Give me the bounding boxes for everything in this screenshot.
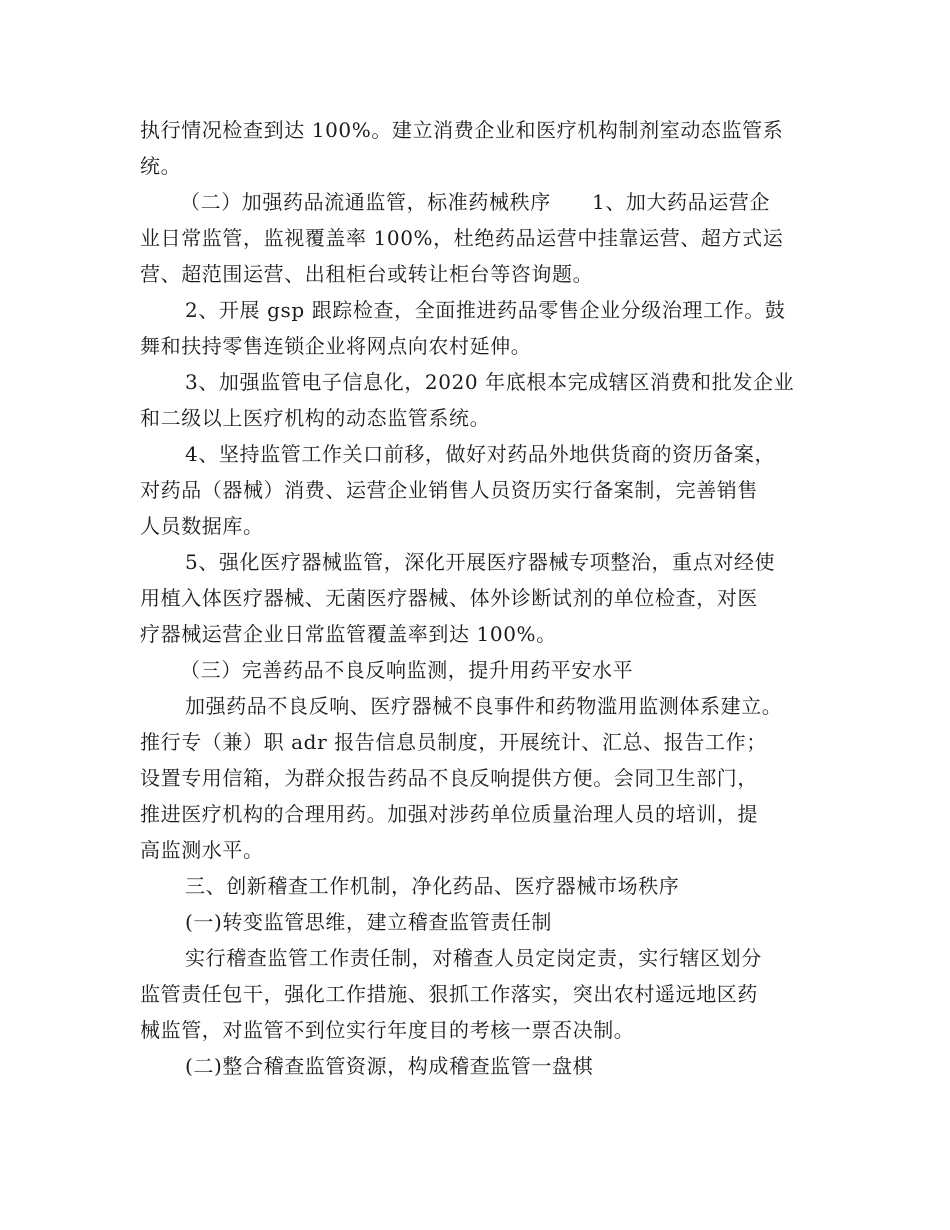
text-line: 推行专（兼）职 adr 报告信息员制度，开展统计、汇总、报告工作； — [140, 730, 767, 754]
text-line: 营、超范围运营、出租柜台或转让柜台等咨询题。 — [140, 262, 594, 286]
text-line: 实行稽查监管工作责任制，对稽查人员定岗定责，实行辖区划分 — [185, 946, 762, 970]
text-line: 加强药品不良反响、医疗器械不良事件和药物滥用监测体系建立。 — [185, 694, 783, 718]
section-heading: 三、创新稽查工作机制，净化药品、医疗器械市场秩序 — [185, 874, 680, 898]
text-line: 执行情况检查到达 100%。建立消费企业和医疗机构制剂室动态监管系 — [140, 118, 784, 142]
text-line: 疗器械运营企业日常监管覆盖率到达 100%。 — [140, 622, 557, 646]
text-line: 和二级以上医疗机构的动态监管系统。 — [140, 406, 491, 430]
section-heading: (二)整合稽查监管资源，构成稽查监管一盘棋 — [185, 1054, 594, 1078]
text-line: 对药品（器械）消费、运营企业销售人员资历实行备案制，完善销售 — [140, 478, 758, 502]
text-line: 推进医疗机构的合理用药。加强对涉药单位质量治理人员的培训，提 — [140, 802, 758, 826]
text-line: 统。 — [140, 154, 182, 178]
text-line: 人员数据库。 — [140, 514, 264, 538]
text-line: 用植入体医疗器械、无菌医疗器械、体外诊断试剂的单位检查，对医 — [140, 586, 758, 610]
section-heading: (一)转变监管思维，建立稽查监管责任制 — [185, 910, 553, 934]
text-line: 业日常监管，监视覆盖率 100%，杜绝药品运营中挂靠运营、超方式运 — [140, 226, 784, 250]
section-heading: （二）加强药品流通监管，标准药械秩序 1、加大药品运营企 — [180, 190, 771, 214]
text-line: 高监测水平。 — [140, 838, 264, 862]
text-line: 4、坚持监管工作关口前移，做好对药品外地供货商的资历备案， — [185, 442, 776, 466]
text-line: 3、加强监管电子信息化，2020 年底根本完成辖区消费和批发企业 — [185, 370, 795, 394]
text-line: 设置专用信箱，为群众报告药品不良反响提供方便。会同卫生部门， — [140, 766, 758, 790]
section-heading: （三）完善药品不良反响监测，提升用药平安水平 — [180, 658, 634, 682]
text-line: 5、强化医疗器械监管，深化开展医疗器械专项整治，重点对经使 — [185, 550, 776, 574]
text-line: 械监管，对监管不到位实行年度目的考核一票否决制。 — [140, 1018, 635, 1042]
text-line: 2、开展 gsp 跟踪检查，全面推进药品零售企业分级治理工作。鼓 — [185, 298, 786, 322]
text-line: 监管责任包干，强化工作措施、狠抓工作落实，突出农村遥远地区药 — [140, 982, 758, 1006]
text-line: 舞和扶持零售连锁企业将网点向农村延伸。 — [140, 334, 532, 358]
